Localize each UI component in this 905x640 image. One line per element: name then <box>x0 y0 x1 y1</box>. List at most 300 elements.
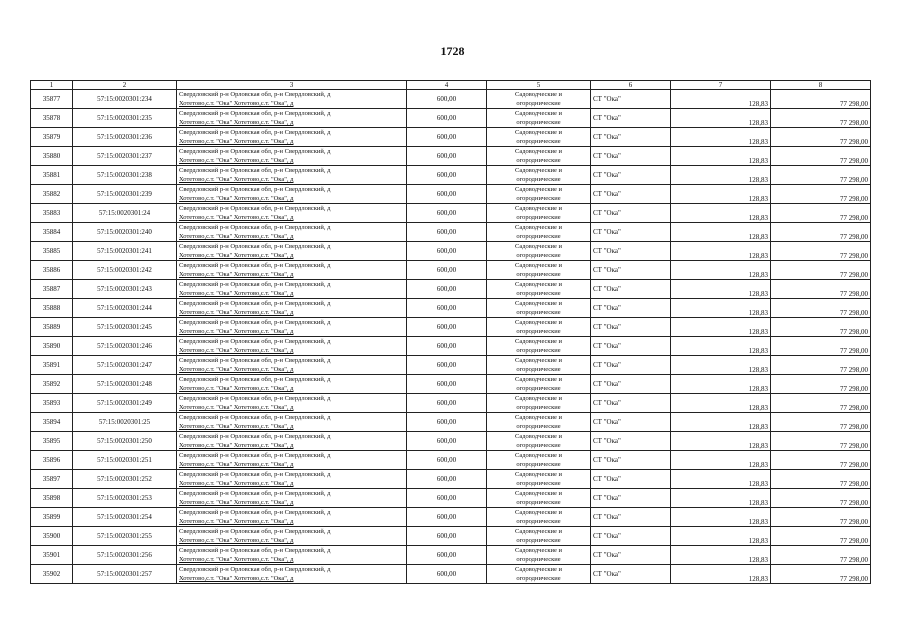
address-line-1: Свердловский р-н Орловская обл, р-н Свердловский, д <box>179 338 331 345</box>
total-value: 77 298,00 <box>771 147 871 166</box>
rate-value: 128,83 <box>671 394 771 413</box>
total-value: 77 298,00 <box>771 242 871 261</box>
table-header-row <box>31 81 871 90</box>
area-value: 600,00 <box>407 261 487 280</box>
land-use-cell <box>487 299 591 318</box>
total-value: 77 298,00 <box>771 565 871 584</box>
land-use-line-1: Садоводческие и <box>515 205 562 212</box>
rate-value: 128,83 <box>671 223 771 242</box>
cadastral-number: 57:15:0020301:248 <box>73 375 177 394</box>
land-use-cell <box>487 413 591 432</box>
table-row <box>31 299 871 318</box>
address-line-2: Хотетово,с.т. "Ока" Хотетово,с.т. "Ока", д <box>179 157 294 164</box>
organization: СТ "Ока" <box>591 356 671 375</box>
land-use-line-2: огороднические <box>516 138 561 145</box>
total-value: 77 298,00 <box>771 451 871 470</box>
land-use-cell <box>487 90 591 109</box>
organization: СТ "Ока" <box>591 489 671 508</box>
address-line-2: Хотетово,с.т. "Ока" Хотетово,с.т. "Ока", д <box>179 309 294 316</box>
row-number: 35878 <box>31 109 73 128</box>
total-value: 77 298,00 <box>771 90 871 109</box>
table-row <box>31 394 871 413</box>
area-value: 600,00 <box>407 489 487 508</box>
address-line-1: Свердловский р-н Орловская обл, р-н Свердловский, д <box>179 129 331 136</box>
rate-value: 128,83 <box>671 318 771 337</box>
row-number: 35886 <box>31 261 73 280</box>
address-line-1: Свердловский р-н Орловская обл, р-н Свердловский, д <box>179 566 331 573</box>
table-row <box>31 451 871 470</box>
total-value: 77 298,00 <box>771 185 871 204</box>
land-use-line-1: Садоводческие и <box>515 167 562 174</box>
row-number: 35895 <box>31 432 73 451</box>
total-value: 77 298,00 <box>771 337 871 356</box>
rate-value: 128,83 <box>671 147 771 166</box>
address-line-1: Свердловский р-н Орловская обл, р-н Свердловский, д <box>179 281 331 288</box>
row-number: 35887 <box>31 280 73 299</box>
page-number: 1728 <box>440 44 465 58</box>
row-number: 35890 <box>31 337 73 356</box>
area-value: 600,00 <box>407 356 487 375</box>
address-line-1: Свердловский р-н Орловская обл, р-н Свердловский, д <box>179 452 331 459</box>
cadastral-number: 57:15:0020301:249 <box>73 394 177 413</box>
table-row <box>31 432 871 451</box>
address-line-1: Свердловский р-н Орловская обл, р-н Свердловский, д <box>179 300 331 307</box>
land-use-line-2: огороднические <box>516 423 561 430</box>
column-header: 7 <box>671 81 771 90</box>
rate-value: 128,83 <box>671 508 771 527</box>
land-use-cell <box>487 242 591 261</box>
cadastral-number: 57:15:0020301:256 <box>73 546 177 565</box>
area-value: 600,00 <box>407 204 487 223</box>
land-use-line-1: Садоводческие и <box>515 376 562 383</box>
address-cell <box>177 299 407 318</box>
cadastral-number: 57:15:0020301:252 <box>73 470 177 489</box>
land-use-line-1: Садоводческие и <box>515 262 562 269</box>
organization: СТ "Ока" <box>591 546 671 565</box>
address-cell <box>177 109 407 128</box>
land-use-line-1: Садоводческие и <box>515 395 562 402</box>
table-row <box>31 489 871 508</box>
total-value: 77 298,00 <box>771 527 871 546</box>
area-value: 600,00 <box>407 413 487 432</box>
cadastral-number: 57:15:0020301:236 <box>73 128 177 147</box>
land-use-cell <box>487 375 591 394</box>
land-use-line-1: Садоводческие и <box>515 547 562 554</box>
table-row <box>31 223 871 242</box>
address-line-1: Свердловский р-н Орловская обл, р-н Свердловский, д <box>179 528 331 535</box>
column-header: 2 <box>73 81 177 90</box>
cadastral-number: 57:15:0020301:240 <box>73 223 177 242</box>
address-line-1: Свердловский р-н Орловская обл, р-н Свердловский, д <box>179 186 331 193</box>
total-value: 77 298,00 <box>771 394 871 413</box>
land-use-line-1: Садоводческие и <box>515 471 562 478</box>
land-use-line-2: огороднические <box>516 195 561 202</box>
table-row <box>31 375 871 394</box>
rate-value: 128,83 <box>671 356 771 375</box>
address-line-2: Хотетово,с.т. "Ока" Хотетово,с.т. "Ока", д <box>179 537 294 544</box>
address-line-1: Свердловский р-н Орловская обл, р-н Свердловский, д <box>179 319 331 326</box>
organization: СТ "Ока" <box>591 565 671 584</box>
total-value: 77 298,00 <box>771 261 871 280</box>
table-row <box>31 109 871 128</box>
address-line-2: Хотетово,с.т. "Ока" Хотетово,с.т. "Ока", д <box>179 404 294 411</box>
rate-value: 128,83 <box>671 109 771 128</box>
rate-value: 128,83 <box>671 470 771 489</box>
land-use-line-2: огороднические <box>516 575 561 582</box>
land-use-line-1: Садоводческие и <box>515 300 562 307</box>
total-value: 77 298,00 <box>771 356 871 375</box>
address-line-1: Свердловский р-н Орловская обл, р-н Свердловский, д <box>179 509 331 516</box>
cadastral-number: 57:15:0020301:246 <box>73 337 177 356</box>
organization: СТ "Ока" <box>591 242 671 261</box>
land-use-line-2: огороднические <box>516 252 561 259</box>
rate-value: 128,83 <box>671 90 771 109</box>
organization: СТ "Ока" <box>591 299 671 318</box>
address-line-2: Хотетово,с.т. "Ока" Хотетово,с.т. "Ока", д <box>179 385 294 392</box>
area-value: 600,00 <box>407 128 487 147</box>
land-use-line-2: огороднические <box>516 385 561 392</box>
land-use-line-2: огороднические <box>516 480 561 487</box>
address-line-1: Свердловский р-н Орловская обл, р-н Свердловский, д <box>179 414 331 421</box>
address-line-2: Хотетово,с.т. "Ока" Хотетово,с.т. "Ока", д <box>179 556 294 563</box>
address-line-1: Свердловский р-н Орловская обл, р-н Свердловский, д <box>179 148 331 155</box>
total-value: 77 298,00 <box>771 375 871 394</box>
table-row <box>31 280 871 299</box>
rate-value: 128,83 <box>671 527 771 546</box>
address-line-2: Хотетово,с.т. "Ока" Хотетово,с.т. "Ока", д <box>179 442 294 449</box>
land-use-line-1: Садоводческие и <box>515 452 562 459</box>
address-cell <box>177 546 407 565</box>
cadastral-number: 57:15:0020301:237 <box>73 147 177 166</box>
table-row <box>31 318 871 337</box>
land-use-line-2: огороднические <box>516 176 561 183</box>
address-line-2: Хотетово,с.т. "Ока" Хотетово,с.т. "Ока", д <box>179 328 294 335</box>
cadastral-number: 57:15:0020301:24 <box>73 204 177 223</box>
rate-value: 128,83 <box>671 166 771 185</box>
land-use-line-2: огороднические <box>516 499 561 506</box>
rate-value: 128,83 <box>671 337 771 356</box>
rate-value: 128,83 <box>671 299 771 318</box>
row-number: 35892 <box>31 375 73 394</box>
rate-value: 128,83 <box>671 242 771 261</box>
organization: СТ "Ока" <box>591 394 671 413</box>
address-cell <box>177 280 407 299</box>
address-line-1: Свердловский р-н Орловская обл, р-н Свердловский, д <box>179 547 331 554</box>
land-use-line-2: огороднические <box>516 290 561 297</box>
row-number: 35898 <box>31 489 73 508</box>
address-cell <box>177 394 407 413</box>
cadastral-number: 57:15:0020301:238 <box>73 166 177 185</box>
table-row <box>31 527 871 546</box>
address-line-2: Хотетово,с.т. "Ока" Хотетово,с.т. "Ока", д <box>179 195 294 202</box>
organization: СТ "Ока" <box>591 166 671 185</box>
land-use-line-1: Садоводческие и <box>515 414 562 421</box>
address-cell <box>177 204 407 223</box>
land-use-cell <box>487 527 591 546</box>
address-line-2: Хотетово,с.т. "Ока" Хотетово,с.т. "Ока", д <box>179 461 294 468</box>
organization: СТ "Ока" <box>591 185 671 204</box>
registry-table <box>30 80 871 584</box>
table-row <box>31 128 871 147</box>
table-row <box>31 90 871 109</box>
area-value: 600,00 <box>407 280 487 299</box>
land-use-cell <box>487 147 591 166</box>
area-value: 600,00 <box>407 147 487 166</box>
land-use-cell <box>487 261 591 280</box>
land-use-line-1: Садоводческие и <box>515 433 562 440</box>
total-value: 77 298,00 <box>771 413 871 432</box>
table-row <box>31 147 871 166</box>
address-line-2: Хотетово,с.т. "Ока" Хотетово,с.т. "Ока", д <box>179 290 294 297</box>
cadastral-number: 57:15:0020301:242 <box>73 261 177 280</box>
address-line-2: Хотетово,с.т. "Ока" Хотетово,с.т. "Ока", д <box>179 138 294 145</box>
rate-value: 128,83 <box>671 204 771 223</box>
cadastral-number: 57:15:0020301:253 <box>73 489 177 508</box>
total-value: 77 298,00 <box>771 204 871 223</box>
row-number: 35882 <box>31 185 73 204</box>
area-value: 600,00 <box>407 299 487 318</box>
rate-value: 128,83 <box>671 185 771 204</box>
land-use-line-2: огороднические <box>516 157 561 164</box>
address-cell <box>177 451 407 470</box>
column-header: 8 <box>771 81 871 90</box>
row-number: 35885 <box>31 242 73 261</box>
area-value: 600,00 <box>407 185 487 204</box>
total-value: 77 298,00 <box>771 318 871 337</box>
land-use-line-2: огороднические <box>516 442 561 449</box>
organization: СТ "Ока" <box>591 337 671 356</box>
land-use-line-1: Садоводческие и <box>515 338 562 345</box>
land-use-line-2: огороднические <box>516 366 561 373</box>
land-use-line-1: Садоводческие и <box>515 281 562 288</box>
address-line-1: Свердловский р-н Орловская обл, р-н Свердловский, д <box>179 357 331 364</box>
area-value: 600,00 <box>407 546 487 565</box>
row-number: 35877 <box>31 90 73 109</box>
address-line-1: Свердловский р-н Орловская обл, р-н Свердловский, д <box>179 167 331 174</box>
address-line-2: Хотетово,с.т. "Ока" Хотетово,с.т. "Ока", д <box>179 518 294 525</box>
address-line-2: Хотетово,с.т. "Ока" Хотетово,с.т. "Ока", д <box>179 480 294 487</box>
land-use-cell <box>487 223 591 242</box>
area-value: 600,00 <box>407 432 487 451</box>
address-line-2: Хотетово,с.т. "Ока" Хотетово,с.т. "Ока", д <box>179 271 294 278</box>
cadastral-number: 57:15:0020301:257 <box>73 565 177 584</box>
land-use-line-2: огороднические <box>516 518 561 525</box>
row-number: 35901 <box>31 546 73 565</box>
land-use-line-2: огороднические <box>516 214 561 221</box>
address-cell <box>177 223 407 242</box>
row-number: 35900 <box>31 527 73 546</box>
rate-value: 128,83 <box>671 413 771 432</box>
address-line-2: Хотетово,с.т. "Ока" Хотетово,с.т. "Ока", д <box>179 214 294 221</box>
cadastral-number: 57:15:0020301:244 <box>73 299 177 318</box>
address-line-1: Свердловский р-н Орловская обл, р-н Свердловский, д <box>179 471 331 478</box>
cadastral-number: 57:15:0020301:239 <box>73 185 177 204</box>
cadastral-number: 57:15:0020301:247 <box>73 356 177 375</box>
address-line-1: Свердловский р-н Орловская обл, р-н Свердловский, д <box>179 205 331 212</box>
row-number: 35893 <box>31 394 73 413</box>
land-use-line-2: огороднические <box>516 309 561 316</box>
land-use-line-1: Садоводческие и <box>515 357 562 364</box>
organization: СТ "Ока" <box>591 280 671 299</box>
table-row <box>31 166 871 185</box>
land-use-line-2: огороднические <box>516 271 561 278</box>
land-use-line-2: огороднические <box>516 100 561 107</box>
land-use-cell <box>487 470 591 489</box>
land-use-line-1: Садоводческие и <box>515 319 562 326</box>
rate-value: 128,83 <box>671 451 771 470</box>
land-use-line-1: Садоводческие и <box>515 566 562 573</box>
organization: СТ "Ока" <box>591 90 671 109</box>
address-line-1: Свердловский р-н Орловская обл, р-н Свердловский, д <box>179 376 331 383</box>
cadastral-number: 57:15:0020301:251 <box>73 451 177 470</box>
row-number: 35881 <box>31 166 73 185</box>
address-cell <box>177 413 407 432</box>
address-line-2: Хотетово,с.т. "Ока" Хотетово,с.т. "Ока", д <box>179 119 294 126</box>
address-cell <box>177 527 407 546</box>
row-number: 35889 <box>31 318 73 337</box>
land-use-line-1: Садоводческие и <box>515 148 562 155</box>
organization: СТ "Ока" <box>591 223 671 242</box>
organization: СТ "Ока" <box>591 204 671 223</box>
table-row <box>31 261 871 280</box>
cadastral-number: 57:15:0020301:235 <box>73 109 177 128</box>
cadastral-number: 57:15:0020301:243 <box>73 280 177 299</box>
area-value: 600,00 <box>407 451 487 470</box>
column-header: 5 <box>487 81 591 90</box>
land-use-line-2: огороднические <box>516 556 561 563</box>
address-line-2: Хотетово,с.т. "Ока" Хотетово,с.т. "Ока", д <box>179 423 294 430</box>
rate-value: 128,83 <box>671 565 771 584</box>
address-line-2: Хотетово,с.т. "Ока" Хотетово,с.т. "Ока", д <box>179 347 294 354</box>
cadastral-number: 57:15:0020301:234 <box>73 90 177 109</box>
rate-value: 128,83 <box>671 280 771 299</box>
address-line-1: Свердловский р-н Орловская обл, р-н Свердловский, д <box>179 224 331 231</box>
rate-value: 128,83 <box>671 261 771 280</box>
total-value: 77 298,00 <box>771 470 871 489</box>
area-value: 600,00 <box>407 109 487 128</box>
total-value: 77 298,00 <box>771 128 871 147</box>
total-value: 77 298,00 <box>771 223 871 242</box>
address-cell <box>177 128 407 147</box>
table-row <box>31 242 871 261</box>
column-header: 4 <box>407 81 487 90</box>
total-value: 77 298,00 <box>771 546 871 565</box>
table-row <box>31 413 871 432</box>
address-line-2: Хотетово,с.т. "Ока" Хотетово,с.т. "Ока", д <box>179 366 294 373</box>
address-line-1: Свердловский р-н Орловская обл, р-н Свердловский, д <box>179 243 331 250</box>
area-value: 600,00 <box>407 394 487 413</box>
land-use-line-1: Садоводческие и <box>515 528 562 535</box>
land-use-cell <box>487 318 591 337</box>
organization: СТ "Ока" <box>591 375 671 394</box>
land-use-cell <box>487 128 591 147</box>
address-line-2: Хотетово,с.т. "Ока" Хотетово,с.т. "Ока", д <box>179 575 294 582</box>
organization: СТ "Ока" <box>591 470 671 489</box>
cadastral-number: 57:15:0020301:255 <box>73 527 177 546</box>
land-use-cell <box>487 109 591 128</box>
land-use-cell <box>487 451 591 470</box>
land-use-line-2: огороднические <box>516 328 561 335</box>
address-line-1: Свердловский р-н Орловская обл, р-н Свердловский, д <box>179 490 331 497</box>
row-number: 35880 <box>31 147 73 166</box>
area-value: 600,00 <box>407 527 487 546</box>
address-line-1: Свердловский р-н Орловская обл, р-н Свердловский, д <box>179 110 331 117</box>
organization: СТ "Ока" <box>591 413 671 432</box>
land-use-cell <box>487 394 591 413</box>
area-value: 600,00 <box>407 223 487 242</box>
land-use-cell <box>487 565 591 584</box>
row-number: 35884 <box>31 223 73 242</box>
organization: СТ "Ока" <box>591 508 671 527</box>
organization: СТ "Ока" <box>591 527 671 546</box>
area-value: 600,00 <box>407 508 487 527</box>
total-value: 77 298,00 <box>771 280 871 299</box>
address-cell <box>177 565 407 584</box>
row-number: 35902 <box>31 565 73 584</box>
area-value: 600,00 <box>407 90 487 109</box>
organization: СТ "Ока" <box>591 261 671 280</box>
table-row <box>31 356 871 375</box>
row-number: 35894 <box>31 413 73 432</box>
land-use-line-1: Садоводческие и <box>515 509 562 516</box>
total-value: 77 298,00 <box>771 299 871 318</box>
land-use-cell <box>487 508 591 527</box>
land-use-line-2: огороднические <box>516 404 561 411</box>
table-row <box>31 185 871 204</box>
address-line-2: Хотетово,с.т. "Ока" Хотетово,с.т. "Ока", д <box>179 233 294 240</box>
organization: СТ "Ока" <box>591 128 671 147</box>
address-cell <box>177 166 407 185</box>
area-value: 600,00 <box>407 337 487 356</box>
total-value: 77 298,00 <box>771 508 871 527</box>
row-number: 35888 <box>31 299 73 318</box>
land-use-cell <box>487 489 591 508</box>
area-value: 600,00 <box>407 166 487 185</box>
land-use-cell <box>487 337 591 356</box>
row-number: 35896 <box>31 451 73 470</box>
address-line-1: Свердловский р-н Орловская обл, р-н Свердловский, д <box>179 433 331 440</box>
organization: СТ "Ока" <box>591 451 671 470</box>
land-use-cell <box>487 280 591 299</box>
land-use-line-1: Садоводческие и <box>515 91 562 98</box>
total-value: 77 298,00 <box>771 489 871 508</box>
rate-value: 128,83 <box>671 128 771 147</box>
rate-value: 128,83 <box>671 546 771 565</box>
row-number: 35891 <box>31 356 73 375</box>
address-cell <box>177 242 407 261</box>
total-value: 77 298,00 <box>771 432 871 451</box>
table-row <box>31 565 871 584</box>
address-cell <box>177 375 407 394</box>
address-line-2: Хотетово,с.т. "Ока" Хотетово,с.т. "Ока", д <box>179 252 294 259</box>
land-use-line-2: огороднические <box>516 119 561 126</box>
land-use-cell <box>487 546 591 565</box>
address-line-2: Хотетово,с.т. "Ока" Хотетово,с.т. "Ока", д <box>179 100 294 107</box>
cadastral-number: 57:15:0020301:245 <box>73 318 177 337</box>
cadastral-number: 57:15:0020301:241 <box>73 242 177 261</box>
land-use-line-2: огороднические <box>516 347 561 354</box>
address-line-1: Свердловский р-н Орловская обл, р-н Свердловский, д <box>179 91 331 98</box>
address-cell <box>177 90 407 109</box>
table-row <box>31 337 871 356</box>
organization: СТ "Ока" <box>591 109 671 128</box>
organization: СТ "Ока" <box>591 318 671 337</box>
address-line-1: Свердловский р-н Орловская обл, р-н Свердловский, д <box>179 262 331 269</box>
rate-value: 128,83 <box>671 489 771 508</box>
land-use-line-1: Садоводческие и <box>515 129 562 136</box>
area-value: 600,00 <box>407 565 487 584</box>
total-value: 77 298,00 <box>771 109 871 128</box>
